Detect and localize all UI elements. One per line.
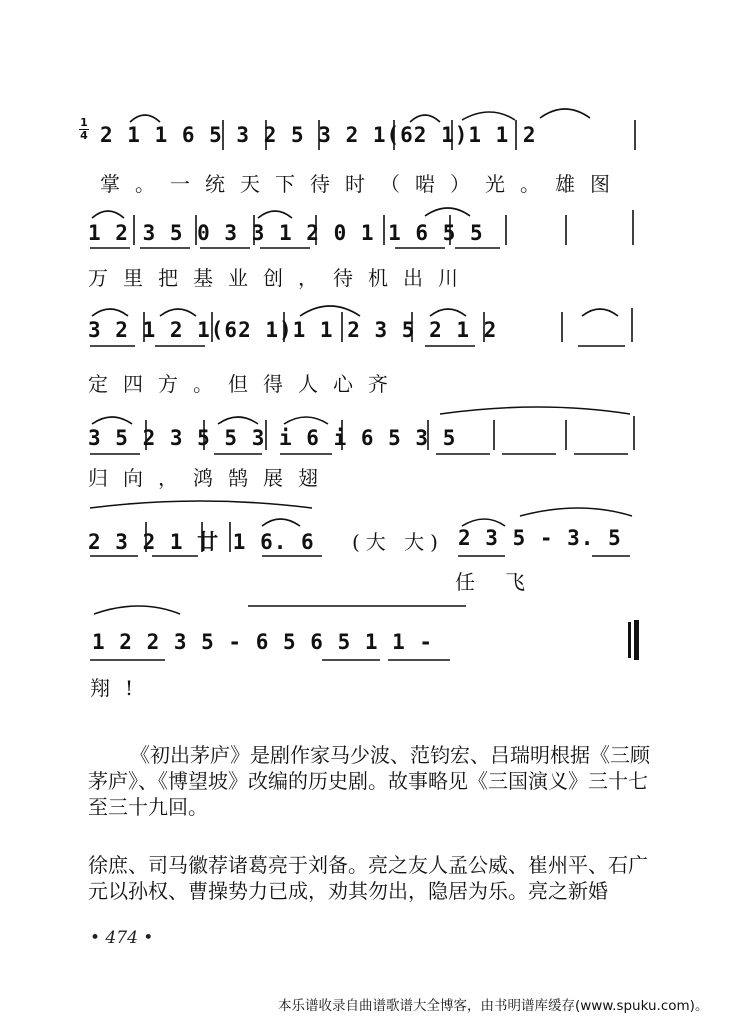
time-signature-denominator: 4 [80, 129, 88, 142]
system-4-notes: 3 5 2 3 5 5 3 i 6 i 6 5 3 5 [88, 426, 457, 450]
system-4-lyrics: 归向，鸿鹄展翅 [88, 466, 333, 490]
time-signature-numerator: 1 [80, 116, 88, 129]
system-5-aside: (大 大) [352, 530, 444, 554]
system-6-notes: 1 2 2 3 5 - 6 5 6 5 1 1 - [92, 630, 434, 654]
system-1-notes: 2 1 1 6 5 3 2 5 3 2 1(62 1)1 1 2 [100, 123, 537, 147]
system-3-notes: 3 2 1 2 1(62 1)1 1 2 3 5 2 1 2 [88, 318, 498, 342]
page-number: • 474 • [90, 928, 154, 948]
system-2-notes: 1 2 3 5 0 3 3 1 2 0 1 1 6 5 5 [88, 221, 484, 245]
system-6-lyrics: 翔! [90, 676, 149, 700]
system-5-notes: 2 3 2 1 廿 1 6. 6 [88, 530, 315, 554]
source-footer: 本乐谱收录自曲谱歌谱大全博客，由书明谱库缓存(www.spuku.com)。 [278, 998, 709, 1014]
system-5-lyrics: 任飞 [455, 570, 555, 594]
description-paragraph-2: 徐庶、司马徽荐诸葛亮于刘备。亮之友人孟公威、崔州平、石广元以孙权、曹操势力已成，劝其勿出，隐居为乐。亮之新婚 [88, 853, 648, 903]
system-1-lyrics: 掌。一统天下待时（啱）光。雄图 [100, 172, 625, 196]
system-3-lyrics: 定四方。但得人心齐 [88, 372, 403, 396]
description-paragraph-1: 《初出茅庐》是剧作家马少波、范钧宏、吕瑞明根据《三顾茅庐》、《博望坡》改编的历史剧。故事略见《三国演义》三十七至三十九回。 [88, 743, 650, 819]
system-5-notes-b: 2 3 5 - 3. 5 [458, 526, 622, 550]
system-2-lyrics: 万里把基业创，待机出川 [88, 266, 473, 290]
